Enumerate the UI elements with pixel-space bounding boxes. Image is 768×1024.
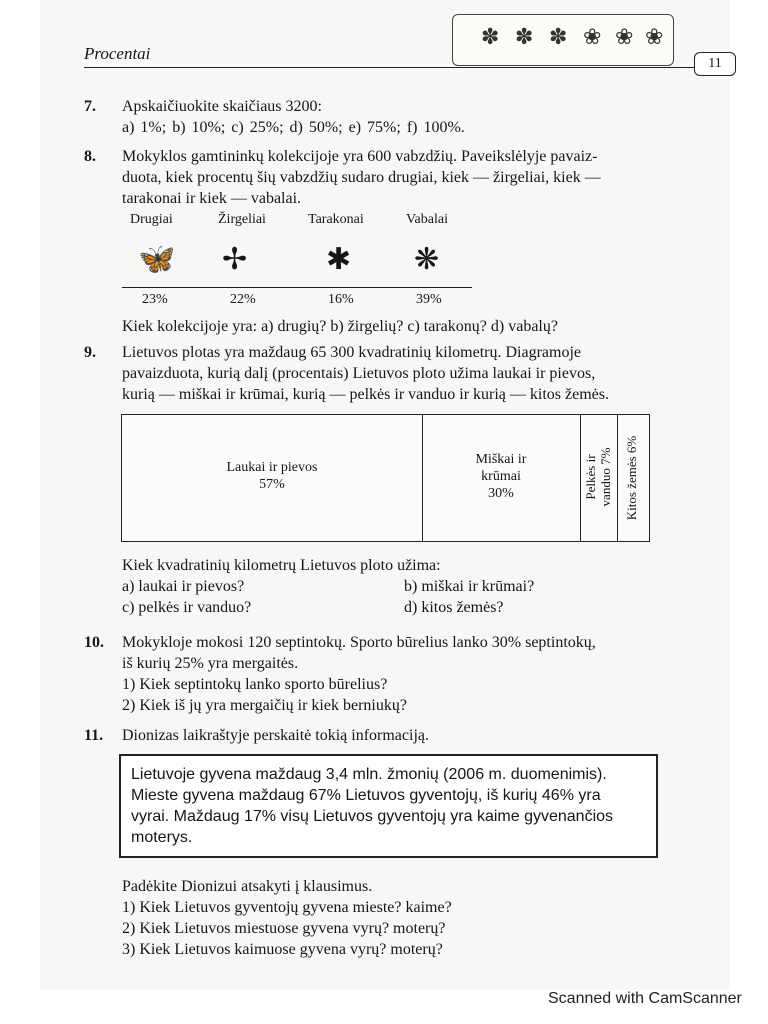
- question-text: iš kurių 25% yra mergaitės.: [122, 655, 299, 672]
- segment-fields: [122, 415, 423, 541]
- sub-question: 1) Kiek Lietuvos gyventojų gyvena mieste? kaime?: [122, 899, 452, 916]
- info-line: Lietuvoje gyvena maždaug 3,4 mln. žmonių (2006 m. duomenimis).: [131, 766, 607, 783]
- segment-value: 57%: [259, 477, 285, 492]
- question-text: a) 1%; b) 10%; c) 25%; d) 50%; e) 75%; f) 100%.: [122, 119, 465, 136]
- sub-question: b) miškai ir krūmai?: [404, 578, 535, 595]
- sub-question: d) kitos žemės?: [404, 599, 504, 616]
- butterfly-icon: 🦋: [138, 242, 176, 277]
- insect-percent: 39%: [416, 292, 442, 307]
- segment-label: Pelkės ir: [583, 454, 598, 500]
- header-decoration: [452, 14, 674, 66]
- segment-label: Miškai ir: [475, 452, 527, 467]
- question-text: tarakonai ir kiek — vabalai.: [122, 190, 302, 207]
- question-text: Lietuvos plotas yra maždaug 65 300 kvadratinių kilometrų. Diagramoje: [122, 344, 581, 361]
- insect-label: Tarakonai: [308, 212, 364, 227]
- scanner-watermark: Scanned with CamScanner: [548, 990, 742, 1007]
- sub-question: 2) Kiek Lietuvos miestuose gyvena vyrų? moterų?: [122, 920, 446, 937]
- page-number: 11: [694, 52, 736, 76]
- question-text: Padėkite Dionizui atsakyti į klausimus.: [122, 878, 373, 895]
- question-number: 10.: [84, 634, 104, 651]
- segment-label: krūmai: [481, 469, 521, 484]
- question-text: Kiek kolekcijoje yra: a) drugių? b) žirgelių? c) tarakonų? d) vabalų?: [122, 318, 558, 335]
- segment-swamps: [580, 415, 618, 541]
- question-text: Dionizas laikraštyje perskaitė tokią informaciją.: [122, 727, 429, 744]
- header-rule: [84, 67, 724, 68]
- question-number: 8.: [84, 148, 96, 165]
- question-text: Kiek kvadratinių kilometrų Lietuvos ploto užima:: [122, 557, 441, 574]
- insect-icon: ✽: [481, 25, 500, 50]
- info-line: vyrai. Maždaug 17% visų Lietuvos gyventojų yra kaime gyvenančios: [131, 808, 614, 825]
- dragonfly-icon: ✢: [222, 242, 248, 277]
- insect-label: Drugiai: [130, 212, 173, 227]
- cockroach-icon: ✱: [326, 242, 352, 277]
- question-number: 7.: [84, 98, 96, 115]
- sub-question: 3) Kiek Lietuvos kaimuose gyvena vyrų? moterų?: [122, 941, 443, 958]
- land-use-diagram: [121, 414, 650, 542]
- info-line: Mieste gyvena maždaug 67% Lietuvos gyventojų, iš kurių 46% yra: [131, 787, 601, 804]
- question-text: pavaizduota, kurią dalį (procentais) Lietuvos ploto užima laukai ir pievos,: [122, 365, 596, 382]
- question-text: Mokykloje mokosi 120 septintokų. Sporto būrelius lanko 30% septintokų,: [122, 634, 596, 651]
- info-line: moterys.: [131, 829, 193, 846]
- flower-icon: ❀: [615, 25, 634, 50]
- segment-forests: [422, 415, 581, 541]
- segment-value: 30%: [488, 486, 514, 501]
- insect-icon: ✽: [549, 25, 568, 50]
- insect-label: Žirgeliai: [218, 212, 266, 227]
- newspaper-info-box: [119, 754, 658, 858]
- sub-question: 1) Kiek septintokų lanko sporto būrelius?: [122, 676, 388, 693]
- sub-question: c) pelkės ir vanduo?: [122, 599, 252, 616]
- beetle-icon: ❋: [414, 242, 440, 277]
- insect-icon: ✽: [515, 25, 534, 50]
- sub-question: a) laukai ir pievos?: [122, 578, 245, 595]
- question-number: 11.: [84, 727, 104, 744]
- flower-icon: ❀: [583, 25, 602, 50]
- insect-baseline: [122, 287, 472, 288]
- question-text: duota, kiek procentų šių vabzdžių sudaro drugiai, kiek — žirgeliai, kiek —: [122, 169, 601, 186]
- segment-label: Laukai ir pievos: [226, 460, 318, 475]
- insect-percent: 16%: [328, 292, 354, 307]
- flower-icon: ❀: [645, 25, 664, 50]
- chapter-title: Procentai: [84, 44, 151, 63]
- segment-other: [617, 415, 649, 541]
- question-text: kurią — miškai ir krūmai, kurią — pelkės ir vanduo ir kurią — kitos žemės.: [122, 386, 609, 403]
- sub-question: 2) Kiek iš jų yra mergaičių ir kiek berniukų?: [122, 697, 407, 714]
- insect-percent: 23%: [142, 292, 168, 307]
- question-text: Apskaičiuokite skaičiaus 3200:: [122, 98, 322, 115]
- insect-percent: 22%: [230, 292, 256, 307]
- insect-label: Vabalai: [406, 212, 448, 227]
- question-text: Mokyklos gamtininkų kolekcijoje yra 600 vabzdžių. Paveikslėlyje pavaiz-: [122, 148, 598, 165]
- segment-label: vanduo 7%: [598, 447, 613, 507]
- segment-label: Kitos žemės 6%: [624, 435, 639, 521]
- question-number: 9.: [84, 344, 96, 361]
